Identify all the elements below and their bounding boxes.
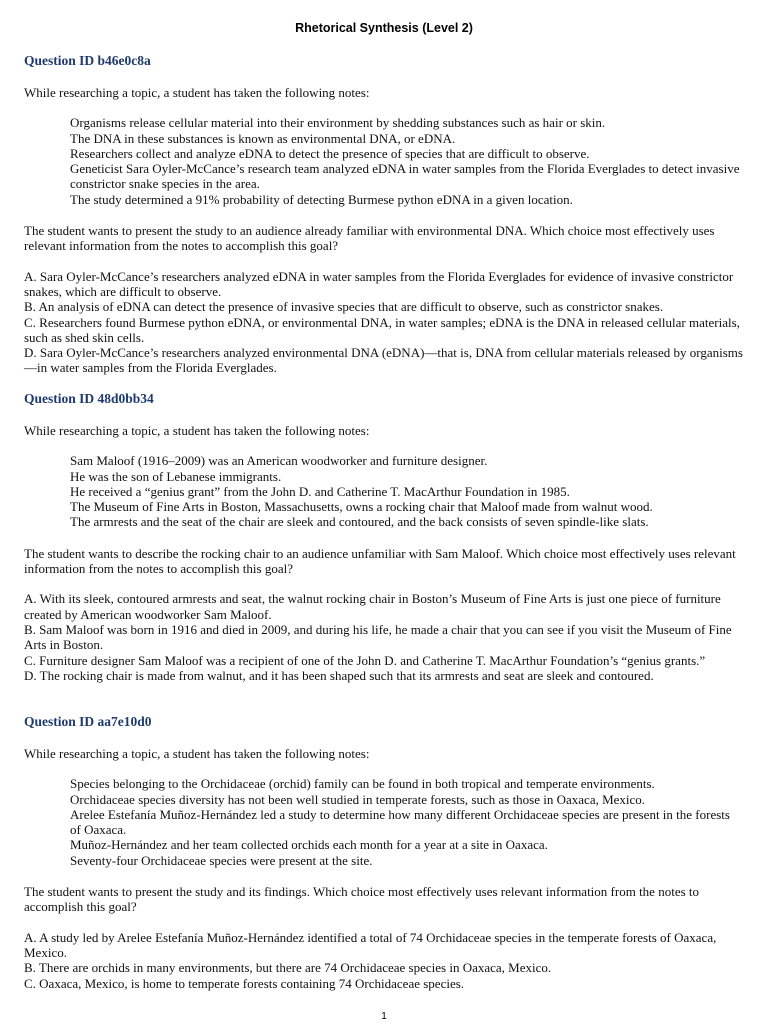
note-item: Researchers collect and analyze eDNA to detect the presence of species that are difficult to observe. <box>70 145 590 161</box>
answer-choice: C. Furniture designer Sam Maloof was a recipient of one of the John D. and Catherine T. MacArthur Foundation’s “genius grants.” <box>24 652 706 668</box>
answer-choices <box>24 930 744 991</box>
note-item: Orchidaceae species diversity has not been well studied in temperate forests, such as those in Oaxaca, Mexico. <box>70 791 646 807</box>
answer-choice: B. An analysis of eDNA can detect the presence of invasive species that are difficult to observe, such as constrictor snakes. <box>24 299 664 315</box>
note-item: He received a “genius grant” from the John D. and Catherine T. MacArthur Foundation in 1985. <box>70 483 570 499</box>
note-item: Arelee Estefanía Muñoz-Hernández led a study to determine how many different Orchidaceae species are present in the forests of Oaxaca. <box>70 806 730 838</box>
question-id: Question ID b46e0c8a <box>24 53 151 68</box>
answer-choices <box>24 269 744 376</box>
note-item: Seventy-four Orchidaceae species were present at the site. <box>70 852 373 868</box>
question-prompt: The student wants to present the study to an audience already familiar with environmental DNA. Which choice most effectively uses relevant information from the notes to accomplish this goal? <box>24 223 715 254</box>
answer-choices <box>24 591 744 683</box>
question-block <box>24 391 744 683</box>
note-item: The Museum of Fine Arts in Boston, Massachusetts, owns a rocking chair that Maloof made from walnut wood. <box>70 499 653 515</box>
answer-choice: B. Sam Maloof was born in 1916 and died in 2009, and during his life, he made a chair that you can see if you visit the Museum of Fine Arts in Boston. <box>24 621 732 653</box>
question-id: Question ID 48d0bb34 <box>24 391 154 406</box>
note-item: Muñoz-Hernández and her team collected orchids each month for a year at a site in Oaxaca. <box>70 837 548 853</box>
answer-choice: A. A study led by Arelee Estefanía Muñoz-Hernández identified a total of 74 Orchidaceae species in the temperate forests of Oaxaca, Mexico. <box>24 929 717 960</box>
notes-list <box>70 115 744 207</box>
answer-choice: A. Sara Oyler-McCance’s researchers analyzed eDNA in water samples from the Florida Everglades for evidence of invasive constrictor snakes, which are difficult to observe. <box>24 268 734 299</box>
note-item: The armrests and the seat of the chair are sleek and contoured, and the back consists of seven spindle-like slats. <box>70 514 649 530</box>
question-block <box>24 714 744 991</box>
notes-list <box>70 453 744 529</box>
note-item: Geneticist Sara Oyler-McCance’s research team analyzed eDNA in water samples from the Florida Everglades to detect invasive constrictor snake species in the area. <box>70 161 740 192</box>
page-title: Rhetorical Synthesis (Level 2) <box>295 21 473 35</box>
question-intro: While researching a topic, a student has taken the following notes: <box>24 423 370 438</box>
answer-choice: D. The rocking chair is made from walnut, and it has been shaped such that its armrests and seat are sleek and contoured. <box>24 667 654 683</box>
note-item: Species belonging to the Orchidaceae (orchid) family can be found in both tropical and temperate environments. <box>70 776 655 792</box>
page-number: 1 <box>381 1011 387 1022</box>
note-item: The DNA in these substances is known as environmental DNA, or eDNA. <box>70 130 456 146</box>
note-item: He was the son of Lebanese immigrants. <box>70 468 282 484</box>
question-intro: While researching a topic, a student has taken the following notes: <box>24 85 370 100</box>
note-item: The study determined a 91% probability of detecting Burmese python eDNA in a given location. <box>70 191 573 207</box>
answer-choice: D. Sara Oyler-McCance’s researchers analyzed environmental DNA (eDNA)—that is, DNA from cellular materials released by organisms—in water samples from the Florida Everglades. <box>24 345 743 376</box>
note-item: Organisms release cellular material into their environment by shedding substances such as hair or skin. <box>70 115 606 131</box>
question-id: Question ID aa7e10d0 <box>24 714 152 729</box>
notes-list <box>70 776 744 868</box>
question-prompt: The student wants to describe the rocking chair to an audience unfamiliar with Sam Maloof. Which choice most effectively uses relevant information from the notes to accomplish this goal? <box>24 545 736 577</box>
question-prompt: The student wants to present the study and its findings. Which choice most effectively uses relevant information from the notes to accomplish this goal? <box>24 884 700 915</box>
question-block <box>24 53 744 376</box>
question-intro: While researching a topic, a student has taken the following notes: <box>24 746 370 761</box>
note-item: Sam Maloof (1916–2009) was an American woodworker and furniture designer. <box>70 453 488 469</box>
answer-choice: C. Researchers found Burmese python eDNA, or environmental DNA, in water samples; eDNA is the DNA in released cellular materials, such as shed skin cells. <box>24 314 740 345</box>
answer-choice: B. There are orchids in many environments, but there are 74 Orchidaceae species in Oaxaca, Mexico. <box>24 960 552 976</box>
answer-choice: A. With its sleek, contoured armrests and seat, the walnut rocking chair in Boston’s Museum of Fine Arts is just one piece of furniture created by American woodworker Sam Maloof. <box>24 591 721 622</box>
answer-choice: C. Oaxaca, Mexico, is home to temperate forests containing 74 Orchidaceae species. <box>24 975 465 991</box>
